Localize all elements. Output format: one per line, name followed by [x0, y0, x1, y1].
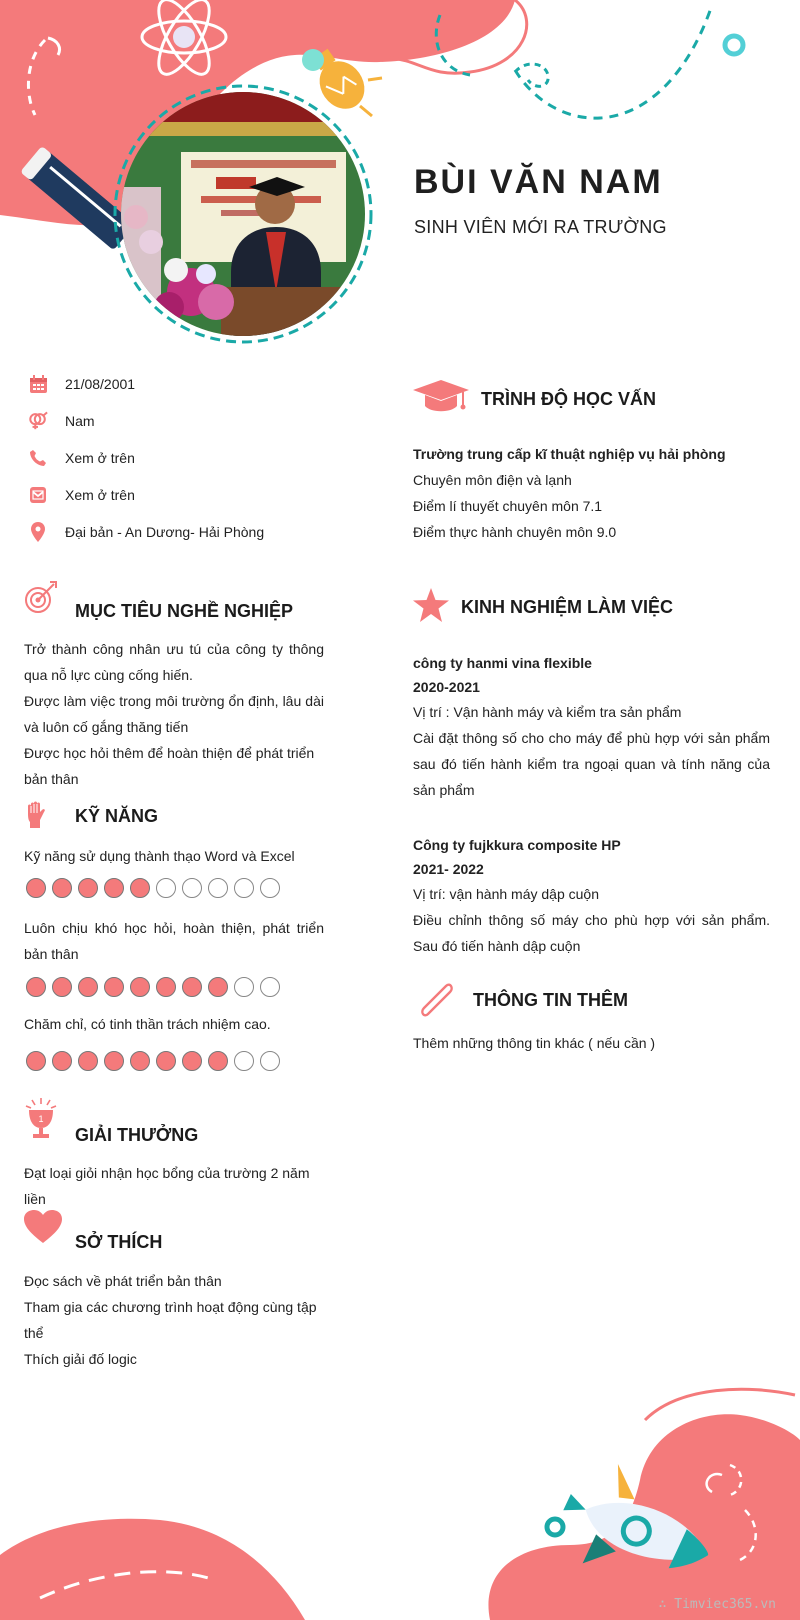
- hobbies-body: [24, 1268, 324, 1372]
- graduation-cap-icon: [413, 380, 469, 419]
- skill-dot-filled: [52, 1051, 72, 1071]
- skill-dot-filled: [156, 977, 176, 997]
- extra-title: THÔNG TIN THÊM: [473, 990, 628, 1010]
- extra-body: Thêm những thông tin khác ( nếu cần ): [413, 1035, 656, 1051]
- skill-dot-filled: [104, 977, 124, 997]
- skill-dot-empty: [260, 878, 280, 898]
- skill-dot-filled: [208, 1051, 228, 1071]
- skill-dot-empty: [260, 977, 280, 997]
- school-name: Trường trung cấp kĩ thuật nghiệp vụ hải phòng: [413, 446, 726, 462]
- address-value: Đại bản - An Dương- Hải Phòng: [65, 524, 265, 540]
- skill-dot-filled: [182, 977, 202, 997]
- skill-rating: [26, 977, 280, 997]
- birthdate-value: 21/08/2001: [65, 376, 136, 392]
- objective-line: Trở thành công nhân ưu tú của công ty thông qua nỗ lực cùng cống hiến.: [24, 641, 324, 683]
- skill-dot-filled: [78, 878, 98, 898]
- candidate-title: SINH VIÊN MỚI RA TRƯỜNG: [414, 217, 667, 237]
- skill-dot-filled: [130, 977, 150, 997]
- hobby-item: Đọc sách về phát triển bản thân: [24, 1273, 222, 1289]
- svg-text:1: 1: [38, 1114, 44, 1124]
- gender-value: Nam: [65, 413, 95, 429]
- watermark: ∴ Timviec365.vn: [658, 1597, 776, 1612]
- profile-photo: [121, 92, 365, 336]
- skill-dot-filled: [130, 1051, 150, 1071]
- email-value: Xem ở trên: [65, 487, 135, 503]
- job-description: Cài đặt thông số cho cho máy để phù hợp với sản phẩm sau đó tiến hành kiểm tra ngoại quan và tính năng của sản phẩm: [413, 730, 770, 798]
- skill-dot-empty: [234, 977, 254, 997]
- skill-dot-filled: [130, 878, 150, 898]
- target-icon: [24, 580, 58, 619]
- contact-gender: [28, 409, 328, 433]
- skill-dot-filled: [78, 1051, 98, 1071]
- contact-phone: [28, 446, 328, 470]
- skill-dot-empty: [156, 878, 176, 898]
- phone-icon: [28, 448, 48, 468]
- job-period: 2021- 2022: [413, 861, 484, 877]
- skill-dot-filled: [52, 977, 72, 997]
- hobby-item: Thích giải đố logic: [24, 1351, 137, 1367]
- job-company: Công ty fujkkura composite HP: [413, 837, 621, 853]
- contact-birthdate: [28, 372, 328, 396]
- hobbies-title: SỞ THÍCH: [75, 1232, 163, 1252]
- phone-value: Xem ở trên: [65, 450, 135, 466]
- star-icon: [413, 588, 449, 627]
- calendar-icon: [28, 374, 48, 394]
- education-line: Chuyên môn điện và lạnh: [413, 472, 572, 488]
- skill-dot-empty: [234, 878, 254, 898]
- education-line: Điểm lí thuyết chuyên môn 7.1: [413, 498, 603, 514]
- objective-line: Được làm việc trong môi trường ổn định, lâu dài và luôn cố gắng thăng tiến: [24, 693, 324, 735]
- hand-icon: [24, 800, 48, 835]
- experience-job: [413, 651, 770, 803]
- contact-email: [28, 483, 328, 507]
- skill-dot-filled: [182, 1051, 202, 1071]
- job-company: công ty hanmi vina flexible: [413, 655, 592, 671]
- objective-title: MỤC TIÊU NGHỀ NGHIỆP: [75, 601, 294, 621]
- gender-icon: [28, 411, 48, 431]
- skill-rating: [26, 1051, 280, 1071]
- skill-label: Luôn chịu khó học hỏi, hoàn thiện, phát triển bản thân: [24, 920, 324, 962]
- job-position: Vị trí : Vận hành máy và kiểm tra sản phẩm: [413, 704, 682, 720]
- heart-icon: [24, 1210, 62, 1249]
- skill-dot-filled: [52, 878, 72, 898]
- skill-dot-filled: [26, 1051, 46, 1071]
- skill-rating: [26, 878, 280, 898]
- skill-label: Kỹ năng sử dụng thành thạo Word và Excel: [24, 848, 295, 864]
- skill-dot-empty: [182, 878, 202, 898]
- skill-dot-empty: [208, 878, 228, 898]
- skill-label: Chăm chỉ, có tinh thần trách nhiệm cao.: [24, 1016, 271, 1032]
- skill-dot-empty: [260, 1051, 280, 1071]
- skill-dot-filled: [26, 977, 46, 997]
- skills-title: KỸ NĂNG: [75, 806, 159, 826]
- experience-title: KINH NGHIỆM LÀM VIỆC: [461, 597, 674, 617]
- job-description: Điều chỉnh thông số máy cho phù hợp với sản phẩm. Sau đó tiến hành dập cuộn: [413, 912, 770, 954]
- experience-job: [413, 833, 770, 959]
- trophy-icon: [24, 1098, 58, 1145]
- skill-dot-filled: [78, 977, 98, 997]
- email-icon: [28, 485, 48, 505]
- education-line: Điểm thực hành chuyên môn 9.0: [413, 524, 617, 540]
- skill-dot-filled: [26, 878, 46, 898]
- paperclip-icon: [416, 980, 458, 1027]
- skill-dot-filled: [156, 1051, 176, 1071]
- skill-dot-filled: [104, 878, 124, 898]
- objective-line: Được học hỏi thêm để hoàn thiện để phát triển bản thân: [24, 745, 315, 787]
- education-title: TRÌNH ĐỘ HỌC VẤN: [481, 389, 656, 409]
- awards-body: Đạt loại giỏi nhận học bổng của trường 2 năm liền: [24, 1165, 310, 1207]
- education-body: [413, 441, 770, 545]
- awards-title: GIẢI THƯỞNG: [75, 1125, 199, 1145]
- job-period: 2020-2021: [413, 679, 480, 695]
- skill-dot-filled: [208, 977, 228, 997]
- skill-dot-empty: [234, 1051, 254, 1071]
- hobby-item: Tham gia các chương trình hoạt động cùng tập thể: [24, 1299, 317, 1341]
- contact-address: [28, 520, 328, 544]
- candidate-name: BÙI VĂN NAM: [414, 163, 663, 201]
- skill-dot-filled: [104, 1051, 124, 1071]
- location-icon: [28, 522, 48, 542]
- objective-body: [24, 636, 324, 792]
- job-position: Vị trí: vận hành máy dập cuộn: [413, 886, 599, 902]
